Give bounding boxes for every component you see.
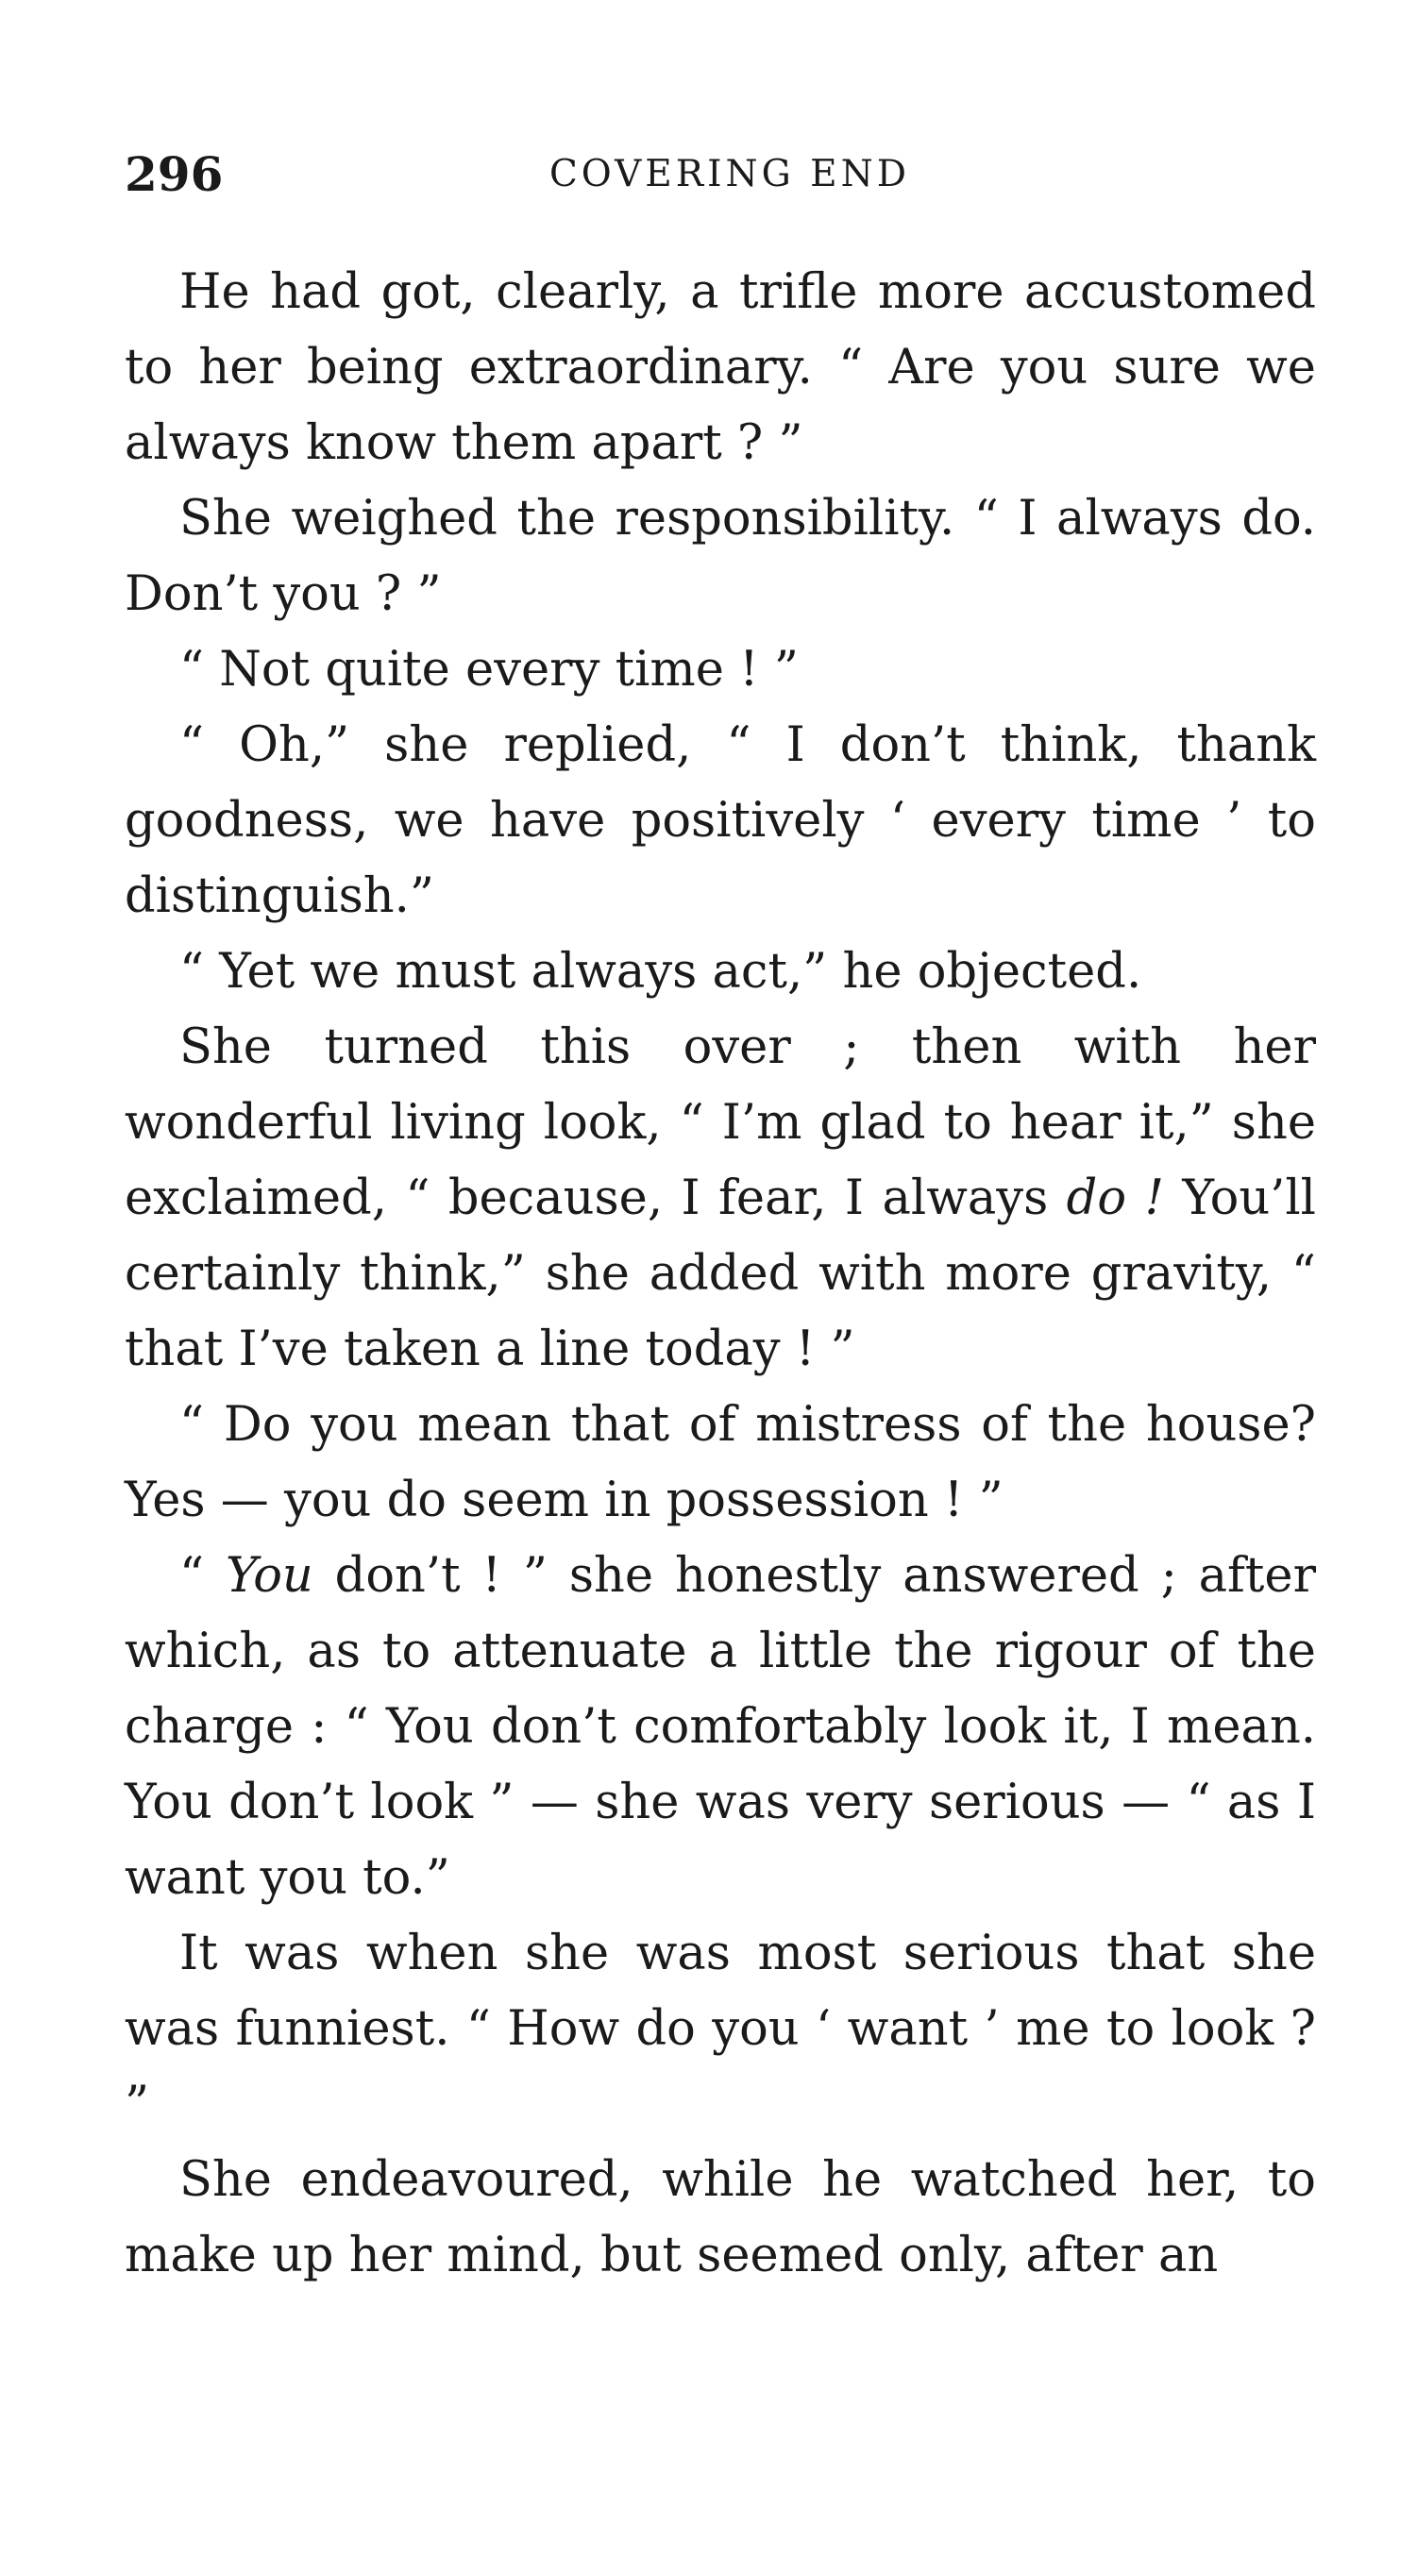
paragraph: She endeavoured, while he watched her, to make up her mind, but seemed only, after an	[125, 2152, 1316, 2283]
text-segment: “	[179, 1548, 226, 1604]
page-number: 296	[125, 146, 224, 202]
paragraph: It was when she was most serious that she was funniest. “ How do you ‘ want ’ me to look ? ”	[125, 1926, 1316, 2132]
paragraph	[125, 1010, 1316, 1388]
text-segment: don’t ! ” she honestly answered ; after which, as to attenuate a little the rigour of the charge : “ You don’t comfortably look it, I mean. You don’t look ” — she was very serious — “ as I want you to.”	[125, 1548, 1316, 1906]
paragraph: “ Do you mean that of mistress of the house? Yes — you do seem in possession ! ”	[125, 1397, 1316, 1528]
paragraph	[125, 1539, 1316, 1916]
italic-text: do !	[1066, 1170, 1164, 1226]
italic-text: You	[225, 1548, 313, 1604]
body-text	[125, 255, 1316, 2294]
paragraph: “ Yet we must always act,” he objected.	[179, 944, 1142, 1000]
text-segment: You’ll certainly think,” she added with more gravity, “ that I’ve taken a line today ! ”	[125, 1170, 1316, 1377]
page-header	[125, 142, 1316, 208]
paragraph: He had got, clearly, a trifle more accustomed to her being extraordinary. “ Are you sure we always know them apart ? ”	[125, 264, 1316, 471]
running-title: COVERING END	[548, 153, 911, 195]
paragraph: She weighed the responsibility. “ I always do. Don’t you ? ”	[125, 491, 1316, 622]
paragraph: “ Not quite every time ! ”	[179, 642, 799, 698]
text-segment: She turned this over ; then with her wonderful living look, “ I’m glad to hear it,” she exclaimed, “ because, I fear, I always	[125, 1019, 1316, 1226]
paragraph: “ Oh,” she replied, “ I don’t think, thank goodness, we have positively ‘ every time ’ to distinguish.”	[125, 717, 1316, 924]
